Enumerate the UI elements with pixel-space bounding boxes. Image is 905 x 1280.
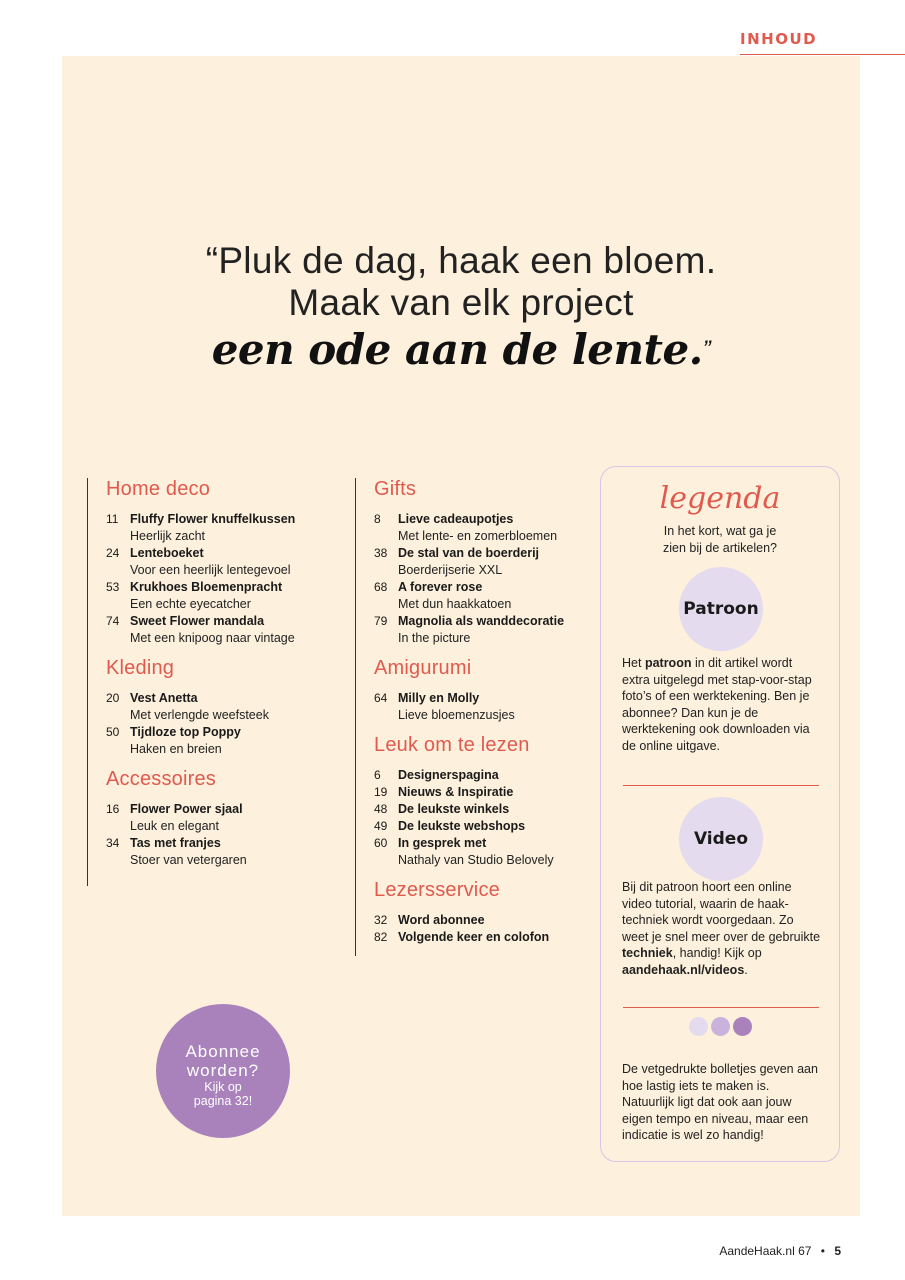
entry-subtitle: Met verlengde weefsteek <box>130 708 269 722</box>
toc-entry[interactable] <box>106 835 342 869</box>
entry-page: 32 <box>374 913 388 927</box>
video-description: Bij dit patroon hoort een online video tutorial, waarin de haak-techniek wordt voorgedaan. Zo weet je snel meer over de gebruikte techniek, handig! Kijk op aandehaak.nl/videos. <box>622 880 821 977</box>
quote-line-1: “Pluk de dag, haak een bloem. <box>205 240 717 281</box>
entry-subtitle: Met lente- en zomerbloemen <box>398 529 558 543</box>
difficulty-dot-icon <box>689 1017 708 1036</box>
page-number: 5 <box>834 1244 841 1258</box>
entry-title: Flower Power sjaal <box>130 802 243 816</box>
legend-intro-line-2: zien bij de artikelen? <box>663 541 777 555</box>
entry-page: 64 <box>374 691 388 705</box>
entry-subtitle: Haken en breien <box>130 742 222 756</box>
legend-divider <box>623 785 819 786</box>
quote-line-2: Maak van elk project <box>288 282 634 323</box>
difficulty-dot-icon <box>711 1017 730 1036</box>
cta-subtext: Kijk op pagina 32! <box>193 1080 253 1108</box>
subscribe-cta[interactable] <box>156 1004 290 1138</box>
entry-page: 68 <box>374 580 388 594</box>
section-tag-underline <box>740 54 905 55</box>
toc-entry[interactable] <box>374 690 595 724</box>
entry-title: Tijdloze top Poppy <box>130 725 241 739</box>
entry-page: 16 <box>106 802 120 816</box>
legend-title: legenda <box>659 481 781 516</box>
category-title: Lezersservice <box>374 879 500 901</box>
quote-close-mark: ” <box>702 336 711 363</box>
toc-column-middle <box>355 478 595 956</box>
entry-page: 53 <box>106 580 120 594</box>
video-badge <box>679 797 763 881</box>
entry-title: Krukhoes Bloemenpracht <box>130 580 283 594</box>
footer-site: AandeHaak.nl 67 <box>719 1244 812 1258</box>
toc-entry[interactable] <box>106 690 342 724</box>
entry-subtitle: Een echte eyecatcher <box>130 597 251 611</box>
entry-title: Lenteboeket <box>130 546 204 560</box>
patroon-description: Het patroon in dit artikel wordt extra uitgelegd met stap-voor-stap foto’s of een werktekening. Ben je abonnee? Dan kun je de werktekening ook downloaden via de online uitgave. <box>622 656 812 753</box>
entry-page: 8 <box>374 512 381 526</box>
intro-quote <box>62 240 860 376</box>
category-title: Kleding <box>106 657 175 679</box>
entry-page: 48 <box>374 802 388 816</box>
toc-entry[interactable] <box>374 613 595 647</box>
entry-page: 82 <box>374 930 388 944</box>
toc-entry[interactable] <box>106 545 342 579</box>
category-title: Home deco <box>106 478 211 500</box>
toc-entry[interactable] <box>374 545 595 579</box>
entry-page: 11 <box>106 512 119 526</box>
category-amigurumi <box>374 657 595 724</box>
entry-title: Milly en Molly <box>398 691 480 705</box>
toc-entry[interactable] <box>374 801 595 818</box>
entry-subtitle: Leuk en elegant <box>130 819 219 833</box>
entry-page: 79 <box>374 614 388 628</box>
entry-title: Volgende keer en colofon <box>398 930 550 944</box>
difficulty-dots <box>689 1017 755 1037</box>
entry-title: Nieuws & Inspiratie <box>398 785 514 799</box>
patroon-label: Patroon <box>683 599 759 619</box>
toc-column-left <box>87 478 342 886</box>
category-title: Accessoires <box>106 768 217 790</box>
entry-page: 74 <box>106 614 120 628</box>
toc-entry[interactable] <box>374 784 595 801</box>
entry-title: Magnolia als wanddecoratie <box>398 614 565 628</box>
entry-title: Word abonnee <box>398 913 485 927</box>
legend-intro <box>601 523 839 557</box>
patroon-badge <box>679 567 763 651</box>
category-title: Gifts <box>374 478 417 500</box>
entry-page: 34 <box>106 836 120 850</box>
toc-entry[interactable] <box>106 801 342 835</box>
category-kleding <box>106 657 342 758</box>
page-footer <box>719 1244 841 1258</box>
entry-subtitle: Voor een heerlijk lentegevoel <box>130 563 291 577</box>
category-title: Leuk om te lezen <box>374 734 530 756</box>
toc-entry[interactable] <box>374 579 595 613</box>
legend-box <box>600 466 840 1162</box>
entry-subtitle: Nathaly van Studio Belovely <box>398 853 554 867</box>
difficulty-dot-icon <box>733 1017 752 1036</box>
cta-heading: Abonnee worden? <box>185 1042 261 1080</box>
entry-page: 24 <box>106 546 120 560</box>
entry-subtitle: In the picture <box>398 631 471 645</box>
toc-entry[interactable] <box>374 818 595 835</box>
entry-subtitle: Heerlijk zacht <box>130 529 206 543</box>
entry-subtitle: Stoer van vetergaren <box>130 853 247 867</box>
category-accessoires <box>106 768 342 869</box>
entry-title: De leukste winkels <box>398 802 510 816</box>
toc-entry[interactable] <box>106 579 342 613</box>
toc-entry[interactable] <box>374 912 595 929</box>
entry-subtitle: Met dun haakkatoen <box>398 597 512 611</box>
entry-subtitle: Lieve bloemenzusjes <box>398 708 515 722</box>
toc-entry[interactable] <box>374 767 595 784</box>
entry-page: 38 <box>374 546 388 560</box>
entry-title: Designerspagina <box>398 768 499 782</box>
entry-page: 49 <box>374 819 388 833</box>
category-gifts <box>374 478 595 647</box>
entry-page: 20 <box>106 691 120 705</box>
entry-page: 19 <box>374 785 388 799</box>
entry-page: 6 <box>374 768 381 782</box>
entry-title: Tas met franjes <box>130 836 221 850</box>
toc-entry[interactable] <box>106 613 342 647</box>
entry-subtitle: Met een knipoog naar vintage <box>130 631 295 645</box>
entry-title: In gesprek met <box>398 836 487 850</box>
category-title: Amigurumi <box>374 657 472 679</box>
entry-page: 60 <box>374 836 388 850</box>
entry-subtitle: Boerderijserie XXL <box>398 563 503 577</box>
toc-entry[interactable] <box>374 929 595 946</box>
section-tag: INHOUD <box>740 30 818 48</box>
entry-page: 50 <box>106 725 120 739</box>
entry-title: A forever rose <box>398 580 483 594</box>
toc-entry[interactable] <box>374 835 595 869</box>
legend-divider <box>623 1007 819 1008</box>
entry-title: De stal van de boerderij <box>398 546 540 560</box>
toc-entry[interactable] <box>374 511 595 545</box>
video-label: Video <box>693 829 749 849</box>
toc-entry[interactable] <box>106 724 342 758</box>
category-lezersservice <box>374 879 595 946</box>
quote-line-3 <box>62 324 860 376</box>
difficulty-description: De vetgedrukte bolletjes geven aan hoe lastig iets te maken is. Natuurlijk ligt dat ook aan jouw eigen tempo en niveau, maar een indicatie is wel zo handig! <box>622 1062 818 1142</box>
entry-title: De leukste webshops <box>398 819 526 833</box>
entry-title: Vest Anetta <box>130 691 198 705</box>
category-home-deco <box>106 478 342 647</box>
entry-title: Lieve cadeaupotjes <box>398 512 514 526</box>
legend-intro-line-1: In het kort, wat ga je <box>663 524 777 538</box>
entry-title: Fluffy Flower knuffelkussen <box>130 512 296 526</box>
entry-title: Sweet Flower mandala <box>130 614 265 628</box>
quote-script-text: een ode aan de lente. <box>211 325 703 374</box>
toc-entry[interactable] <box>106 511 342 545</box>
footer-bullet: • <box>820 1244 825 1258</box>
category-leuk-om-te-lezen <box>374 734 595 869</box>
